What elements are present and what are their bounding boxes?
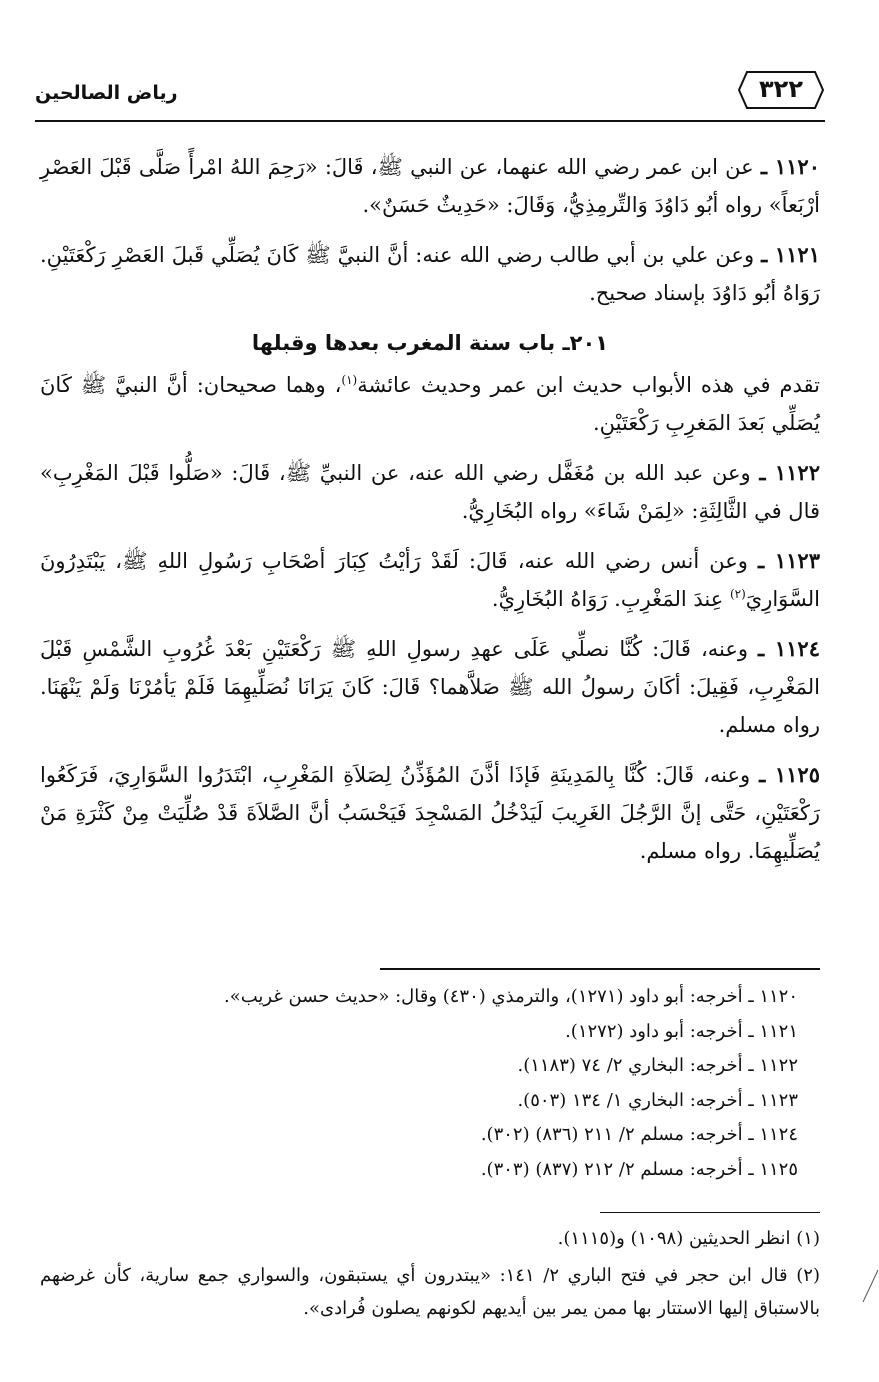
hadith-1121 bbox=[40, 236, 820, 312]
intro-text: تقدم في هذه الأبواب حديث ابن عمر وحديث عائشة bbox=[357, 373, 820, 397]
footnote-ref: (١) bbox=[341, 373, 358, 387]
takhrij-line: ١١٢٣ ـ أخرجه: البخاري ١/ ١٣٤ (٥٠٣). bbox=[517, 1089, 798, 1111]
footnote-2 bbox=[40, 1259, 820, 1325]
intro-text-cont: ، وهما صحيحان: أنَّ النبيَّ ﷺ كَانَ يُصَلِّي بَعدَ المَغرِبِ رَكْعَتَيْنِ. bbox=[40, 373, 820, 435]
main-text bbox=[40, 148, 820, 882]
takhrij-line: ١١٢٥ ـ أخرجه: مسلم ٢/ ٢١٢ (٨٣٧) (٣٠٣). bbox=[480, 1158, 798, 1180]
footnotes bbox=[40, 1222, 820, 1329]
hadith-1123 bbox=[40, 542, 820, 618]
takhrij-divider bbox=[380, 968, 820, 970]
hadith-number: ١١٢٠ ـ bbox=[760, 154, 820, 179]
hadith-1120 bbox=[40, 148, 820, 224]
hadith-number: ١١٢٣ ـ bbox=[758, 548, 820, 573]
chapter-intro bbox=[40, 366, 820, 442]
takhrij-line: ١١٢٢ ـ أخرجه: البخاري ٢/ ٧٤ (١١٨٣). bbox=[517, 1055, 798, 1076]
book-title: رياض الصالحين bbox=[35, 82, 178, 104]
footnote-mark: (١) bbox=[796, 1228, 820, 1249]
takhrij-line: ١١٢٠ ـ أخرجه: أبو داود (١٢٧١)، والترمذي (٤٣٠) وقال: «حديث حسن غريب». bbox=[224, 986, 798, 1007]
footnote-mark: (٢) bbox=[796, 1265, 820, 1286]
hadith-number: ١١٢٥ ـ bbox=[759, 762, 820, 787]
hadith-number: ١١٢٢ ـ bbox=[759, 460, 820, 485]
hadith-1122 bbox=[40, 454, 820, 530]
takhrij-notes bbox=[40, 980, 820, 1187]
page-header bbox=[35, 68, 825, 122]
hadith-text: عن ابن عمر رضي الله عنهما، عن النبي ﷺ، قَالَ: «رَحِمَ اللهُ امْرأً صَلَّى قَبْلَ العَصْرِ أرْبَعاً» رواه أبُو دَاوُدَ وَالتِّرمِذِيُّ، وَقَالَ: «حَدِيثٌ حَسَنٌ». bbox=[40, 155, 820, 217]
page-number-frame bbox=[737, 70, 825, 110]
hadith-text: وعن عبد الله بن مُغَفَّل رضي الله عنه، عن النبيِّ ﷺ، قَالَ: «صَلُّوا قَبْلَ المَغْرِبِ» قال في الثَّالِثَةِ: «لِمَنْ شَاءَ» رواه البُخَارِيُّ. bbox=[40, 461, 820, 523]
scan-edge-mark-icon bbox=[859, 1268, 879, 1308]
hadith-text-cont: عِندَ المَغْرِبِ. رَوَاهُ البُخَارِيُّ. bbox=[491, 587, 730, 611]
hadith-text: وعن أنس رضي الله عنه، قَالَ: لَقَدْ رَأيْتُ كِبَارَ أصْحَابِ رَسُولِ اللهِ ﷺ، يَبْتَدِرُونَ السَّوَارِيَ bbox=[40, 549, 820, 611]
hadith-1125 bbox=[40, 756, 820, 870]
hadith-text: وعن علي بن أبي طالب رضي الله عنه: أنَّ النبيَّ ﷺ كَانَ يُصَلِّي قَبلَ العَصْرِ رَكْعَتَيْنِ. رَوَاهُ أبُو دَاوُدَ بإسناد صحيح. bbox=[40, 243, 820, 305]
footnote-ref: (٢) bbox=[729, 587, 746, 601]
takhrij-line: ١١٢٤ ـ أخرجه: مسلم ٢/ ٢١١ (٨٣٦) (٣٠٢). bbox=[480, 1124, 798, 1145]
hadith-1124 bbox=[40, 630, 820, 744]
footnote-divider bbox=[600, 1212, 820, 1213]
takhrij-line: ١١٢١ ـ أخرجه: أبو داود (١٢٧٢). bbox=[565, 1020, 798, 1042]
hadith-text: وعنه، قَالَ: كُنَّا نصلِّي عَلَى عهدِ رسولِ اللهِ ﷺ رَكْعَتَيْنِ بَعْدَ غُرُوبِ الشَّمْسِ قَبْلَ المَغْرِبِ، فَقِيلَ: أكَانَ رسولُ الله ﷺ صَلاَّهما؟ قَالَ: كَانَ يَرَانَا نُصَلِّيهِمَا فَلَمْ يَأمُرْنَا وَلَمْ يَنْهَنَا. رواه مسلم. bbox=[40, 637, 820, 737]
chapter-title: ٢٠١ـ باب سنة المغرب بعدها وقبلها bbox=[251, 331, 609, 355]
footnote-text: قال ابن حجر في فتح الباري ٢/ ١٤١: «يبتدرون أي يستبقون، والسواري جمع سارية، كأن غرضهم بالاستباق إليها الاستتار بها ممن يمر بين أيديهم لكونهم يصلون فُرادى». bbox=[40, 1265, 820, 1319]
hadith-number: ١١٢١ ـ bbox=[761, 242, 820, 267]
footnote-text: انظر الحديثين (١٠٩٨) و(١١١٥). bbox=[557, 1228, 791, 1249]
footnote-1 bbox=[40, 1222, 820, 1255]
hadith-text: وعنه، قَالَ: كُنَّا بِالمَدِينَةِ فَإذَا أذَّنَ المُؤَذِّنُ لِصَلاَةِ المَغْرِبِ، ابْتَدَرُوا السَّوَارِيَ، فَرَكَعُوا رَكْعَتَيْنِ، حَتَّى إنَّ الرَّجُلَ الغَرِيبَ لَيَدْخُلُ المَسْجِدَ فَيَحْسَبُ أنَّ الصَّلاَةَ قَدْ صُلِّيَتْ مِنْ كَثْرَةِ مَنْ يُصَلِّيهِمَا. رواه مسلم. bbox=[40, 763, 820, 863]
hadith-number: ١١٢٤ ـ bbox=[758, 636, 820, 661]
page-number: ٣٢٢ bbox=[759, 75, 803, 103]
